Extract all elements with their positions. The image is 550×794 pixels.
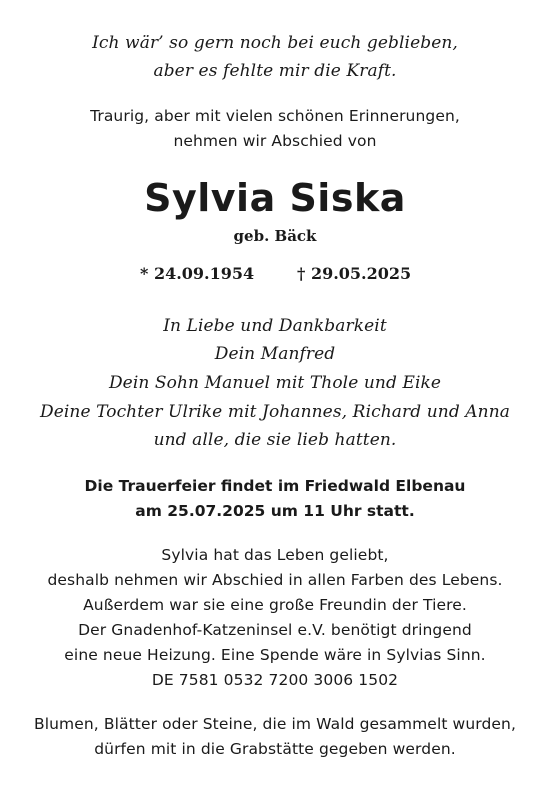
mourners-line-5: und alle, die sie lieb hatten. [153, 430, 397, 450]
mourners-line-4: Deine Tochter Ulrike mit Johannes, Richard und Anna [39, 402, 511, 422]
closing-line-1: Blumen, Blätter oder Steine, die im Wald gesammelt wurden, [33, 715, 516, 733]
donation-line-2: deshalb nehmen wir Abschied in allen Farben des Lebens. [47, 571, 503, 589]
deceased-name: Sylvia Siska [144, 176, 406, 220]
donation-line-1: Sylvia hat das Leben geliebt, [161, 546, 389, 564]
intro-line-2: nehmen wir Abschied von [173, 132, 377, 150]
donation-line-4: Der Gnadenhof-Katzeninsel e.V. benötigt dringend [78, 621, 472, 639]
death-date: † 29.05.2025 [297, 264, 412, 283]
poem-line-2: aber es fehlte mir die Kraft. [153, 61, 397, 81]
mourners-line-3: Dein Sohn Manuel mit Thole und Eike [108, 373, 442, 393]
birth-date: * 24.09.1954 [140, 264, 255, 283]
poem-line-1: Ich wär’ so gern noch bei euch geblieben, [92, 33, 458, 53]
donation-iban: DE 7581 0532 7200 3006 1502 [151, 671, 399, 689]
closing-line-2: dürfen mit in die Grabstätte gegeben werden. [94, 740, 456, 758]
ceremony-line-2: am 25.07.2025 um 11 Uhr statt. [135, 502, 415, 520]
ceremony-line-1: Die Trauerfeier findet im Friedwald Elbenau [84, 477, 466, 495]
mourners-line-2: Dein Manfred [214, 344, 336, 364]
intro-line-1: Traurig, aber mit vielen schönen Erinnerungen, [90, 107, 460, 125]
maiden-name: geb. Bäck [233, 227, 317, 245]
donation-line-3: Außerdem war sie eine große Freundin der Tiere. [83, 596, 467, 614]
mourners-line-1: In Liebe und Dankbarkeit [163, 316, 387, 336]
donation-line-5: eine neue Heizung. Eine Spende wäre in Sylvias Sinn. [64, 646, 486, 664]
